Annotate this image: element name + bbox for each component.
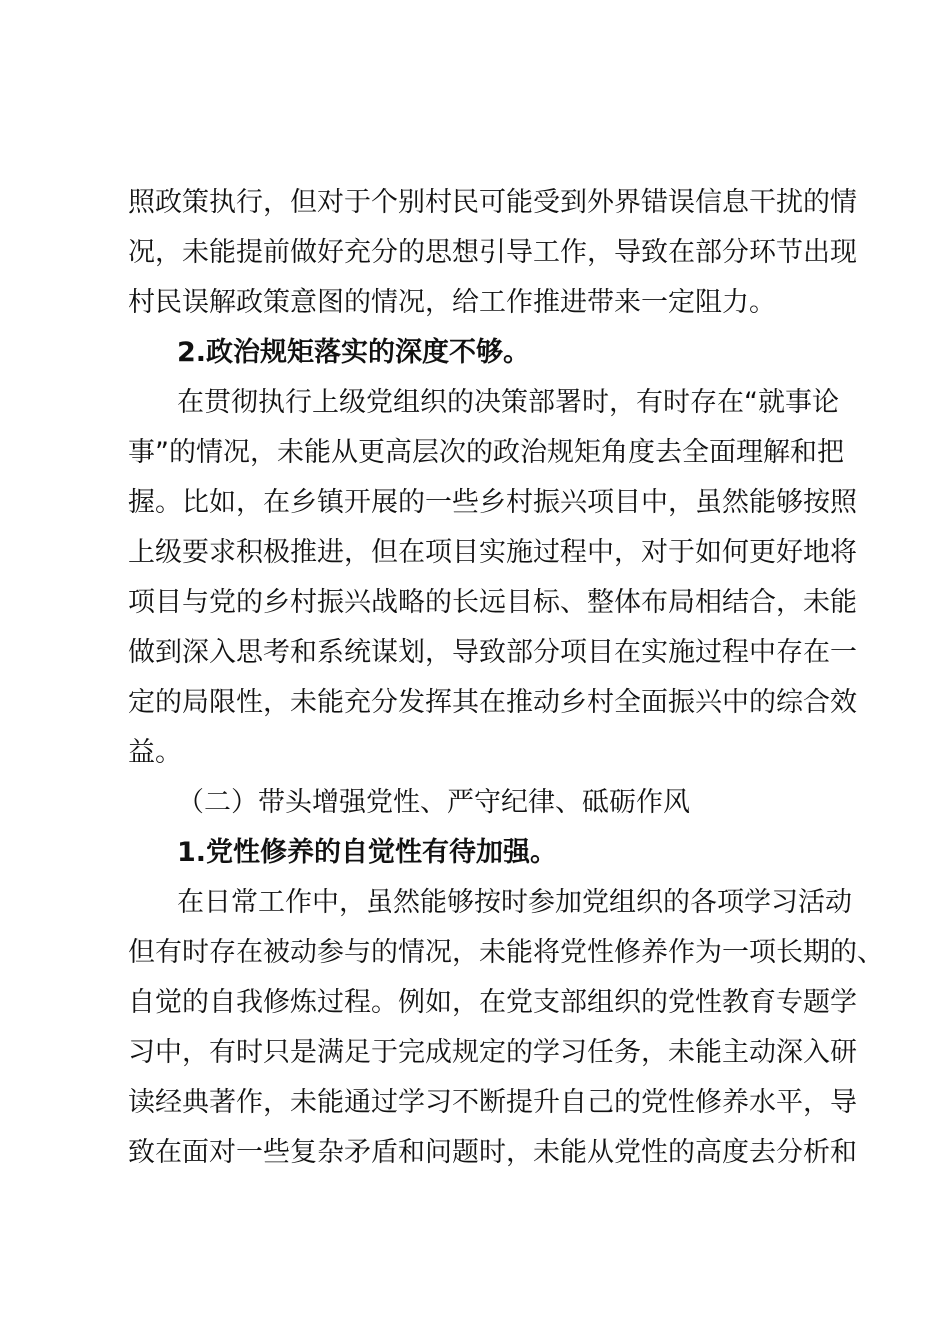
body-text-line: 定的局限性，未能充分发挥其在推动乡村全面振兴中的综合效	[128, 687, 857, 718]
body-text-line: 读经典著作，未能通过学习不断提升自己的党性修养水平，导	[128, 1087, 857, 1118]
body-text-line: 事”的情况，未能从更高层次的政治规矩角度去全面理解和把	[128, 437, 844, 468]
body-text-line: 习中，有时只是满足于完成规定的学习任务，未能主动深入研	[128, 1037, 857, 1068]
body-text-line: 握。比如，在乡镇开展的一些乡村振兴项目中，虽然能够按照	[128, 487, 857, 518]
body-text-line: 在贯彻执行上级党组织的决策部署时，有时存在“就事论	[177, 387, 839, 418]
body-text-line: 照政策执行，但对于个别村民可能受到外界错误信息干扰的情	[128, 187, 857, 218]
body-text-line: 上级要求积极推进，但在项目实施过程中，对于如何更好地将	[128, 537, 857, 568]
body-text-line: 益。	[128, 737, 182, 768]
body-text-line: 致在面对一些复杂矛盾和问题时，未能从党性的高度去分析和	[128, 1137, 857, 1168]
section-heading: （二）带头增强党性、严守纪律、砥砺作风	[177, 787, 690, 818]
body-text-line: 但有时存在被动参与的情况，未能将党性修养作为一项长期的、	[128, 937, 884, 968]
body-text-line: 村民误解政策意图的情况，给工作推进带来一定阻力。	[128, 287, 776, 318]
subheading-party-spirit: 1.党性修养的自觉性有待加强。	[177, 837, 558, 868]
body-text-line: 自觉的自我修炼过程。例如，在党支部组织的党性教育专题学	[128, 987, 857, 1018]
body-text-line: 项目与党的乡村振兴战略的长远目标、整体布局相结合，未能	[128, 587, 857, 618]
body-text-line: 在日常工作中，虽然能够按时参加党组织的各项学习活动	[177, 887, 852, 918]
body-text-line: 做到深入思考和系统谋划，导致部分项目在实施过程中存在一	[128, 637, 857, 668]
body-text-line: 况，未能提前做好充分的思想引导工作，导致在部分环节出现	[128, 237, 857, 268]
subheading-political-rules: 2.政治规矩落实的深度不够。	[177, 337, 531, 368]
